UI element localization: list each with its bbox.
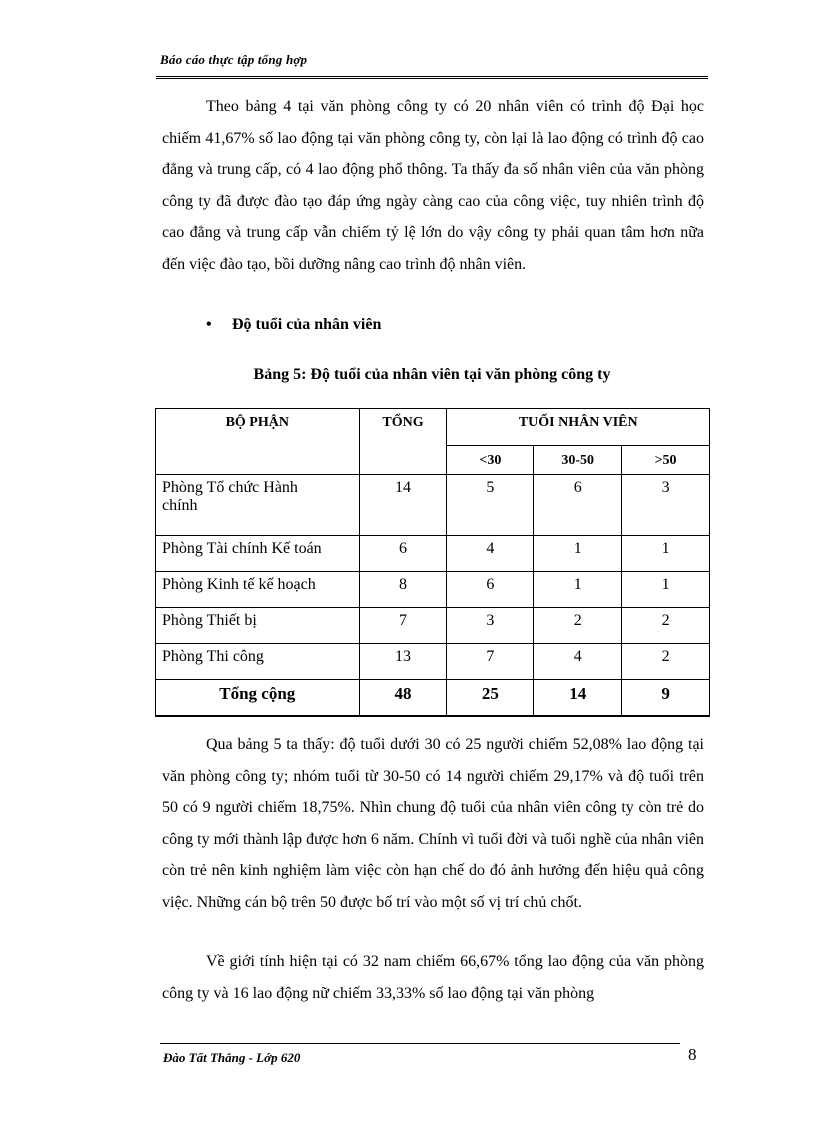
header-divider — [156, 76, 708, 77]
department-line-1: Phòng Tổ chức Hành — [162, 479, 298, 496]
table-total-row — [156, 680, 710, 717]
footer-divider — [160, 1043, 680, 1044]
header-department: BỘ PHẬN — [156, 409, 360, 475]
row-under-30: 5 — [447, 475, 534, 536]
table-row — [156, 475, 710, 536]
total-over-50: 9 — [622, 680, 710, 717]
row-over-50: 2 — [622, 608, 710, 644]
row-under-30: 4 — [447, 536, 534, 572]
paragraph-age-analysis — [162, 729, 704, 918]
row-over-50: 1 — [622, 536, 710, 572]
department-line-2: chính — [162, 497, 198, 514]
paragraph-text: Về giới tính hiện tại có 32 nam chiếm 66,67% tổng lao động của văn phòng công ty và 16 lao động nữ chiếm 33,33% số lao động tại văn phòng — [162, 953, 704, 1002]
row-under-30: 6 — [447, 572, 534, 608]
table-row — [156, 536, 710, 572]
header-total: TỔNG — [359, 409, 447, 475]
row-30-50: 6 — [534, 475, 622, 536]
row-total: 7 — [359, 608, 447, 644]
total-30-50: 14 — [534, 680, 622, 717]
header-30-50: 30-50 — [534, 446, 622, 475]
header-age-group: TUỔI NHÂN VIÊN — [447, 409, 710, 446]
header-divider-secondary — [156, 78, 708, 79]
row-over-50: 1 — [622, 572, 710, 608]
page-number: 8 — [688, 1045, 697, 1064]
header-over-50: >50 — [622, 446, 710, 475]
table-row — [156, 644, 710, 680]
row-over-50: 2 — [622, 644, 710, 680]
row-30-50: 1 — [534, 572, 622, 608]
bullet-icon: • — [206, 316, 212, 333]
row-30-50: 4 — [534, 644, 622, 680]
row-under-30: 3 — [447, 608, 534, 644]
row-department: Phòng Tài chính Kế toán — [156, 536, 360, 572]
table-row — [156, 608, 710, 644]
table-caption: Bảng 5: Độ tuổi của nhân viên tại văn phòng công ty — [253, 366, 611, 383]
row-department — [156, 475, 360, 536]
row-total: 14 — [359, 475, 447, 536]
row-department: Phòng Thiết bị — [156, 608, 360, 644]
section-heading: Độ tuổi của nhân viên — [232, 316, 382, 333]
row-department: Phòng Thi công — [156, 644, 360, 680]
row-30-50: 2 — [534, 608, 622, 644]
paragraph-text: Qua bảng 5 ta thấy: độ tuổi dưới 30 có 25 người chiếm 52,08% lao động tại văn phòng công ty; nhóm tuổi từ 30-50 có 14 người chiếm 29,17% và độ tuổi trên 50 có 9 người chiếm 18,75%. Nhìn chung độ tuổi của nhân viên công ty còn trẻ do công ty mới thành lập được hơn 6 năm. Chính vì tuổi đời và tuổi nghề của nhân viên còn trẻ nên kinh nghiệm làm việc còn hạn chế do đó ảnh hưởng đến hiệu quả công việc. Những cán bộ trên 50 được bố trí vào một số vị trí chủ chốt. — [162, 736, 704, 911]
table-header-row — [156, 409, 710, 446]
row-over-50: 3 — [622, 475, 710, 536]
footer-author: Đào Tất Thắng - Lớp 620 — [163, 1050, 301, 1065]
table-row — [156, 572, 710, 608]
total-all: 48 — [359, 680, 447, 717]
paragraph-education-summary — [162, 91, 704, 280]
row-department: Phòng Kinh tế kế hoạch — [156, 572, 360, 608]
total-label: Tổng cộng — [156, 680, 360, 717]
header-under-30: <30 — [447, 446, 534, 475]
paragraph-gender — [162, 946, 704, 1009]
section-bullet — [206, 316, 381, 334]
row-under-30: 7 — [447, 644, 534, 680]
row-total: 8 — [359, 572, 447, 608]
age-table — [155, 408, 710, 717]
row-total: 6 — [359, 536, 447, 572]
row-total: 13 — [359, 644, 447, 680]
paragraph-text: Theo bảng 4 tại văn phòng công ty có 20 nhân viên có trình độ Đại học chiếm 41,67% số lao động tại văn phòng công ty, còn lại là lao động có trình độ cao đẳng và trung cấp, có 4 lao động phổ thông. Ta thấy đa số nhân viên của văn phòng công ty đã được đào tạo đáp ứng ngày càng cao của công việc, tuy nhiên trình độ cao đẳng và trung cấp vẫn chiếm tỷ lệ lớn do vậy công ty phải quan tâm hơn nữa đến việc đào tạo, bồi dưỡng nâng cao trình độ nhân viên. — [162, 98, 704, 273]
total-under-30: 25 — [447, 680, 534, 717]
row-30-50: 1 — [534, 536, 622, 572]
page-header-title: Báo cáo thực tập tổng hợp — [160, 52, 308, 67]
